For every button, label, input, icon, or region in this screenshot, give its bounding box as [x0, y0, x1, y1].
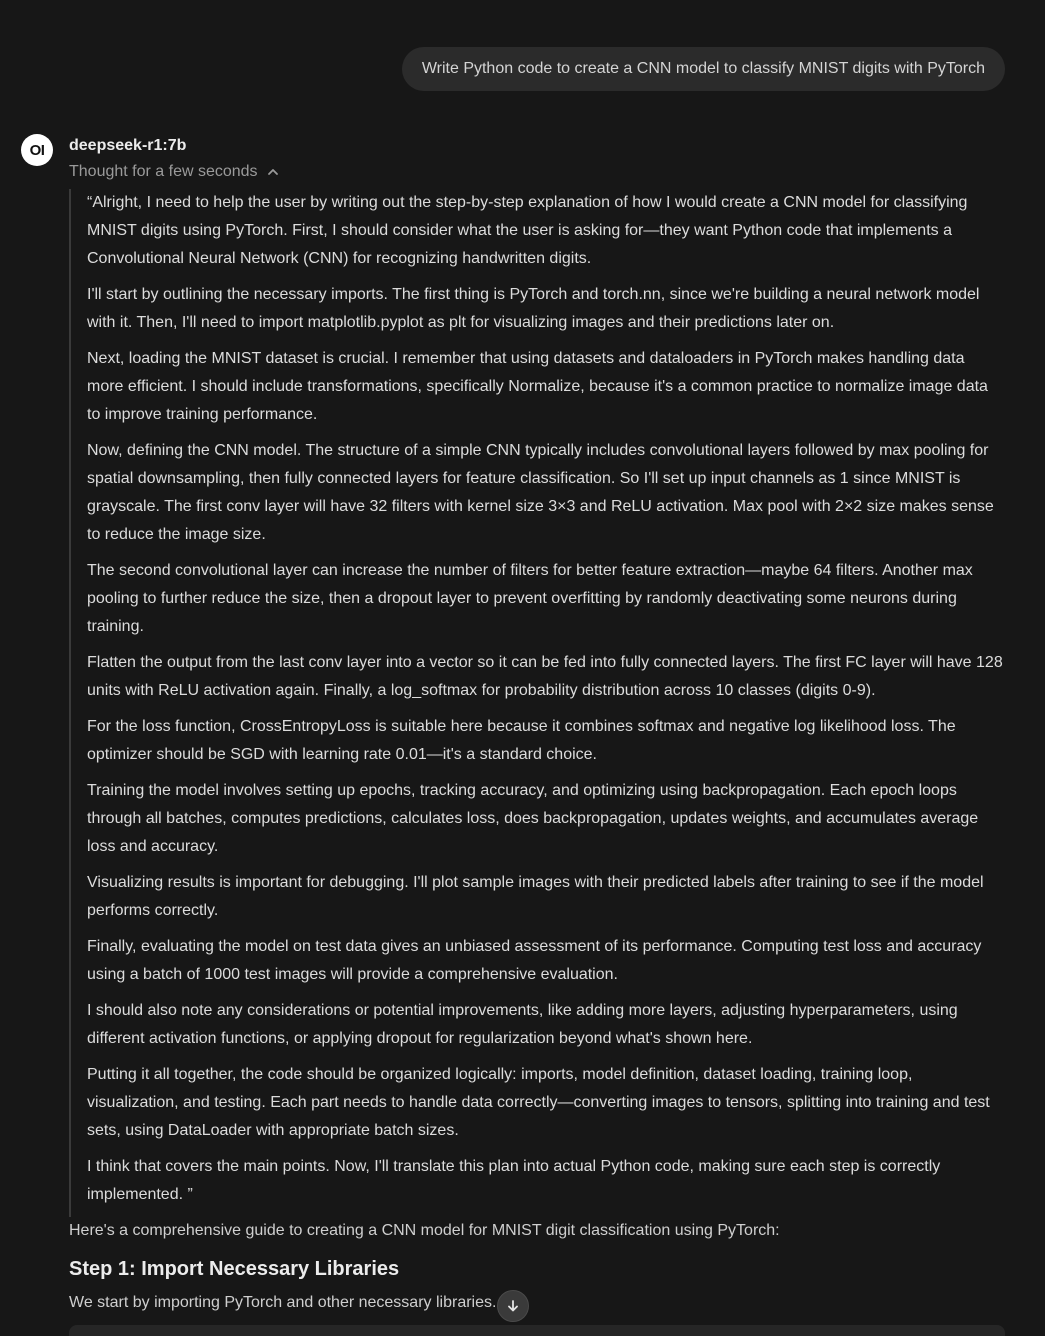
thought-paragraph: I should also note any considerations or potential improvements, like adding more layers, adjusting hyperparameters, using different activation functions, or applying dropout for regularization beyond what's shown here. — [87, 1002, 958, 1047]
thought-paragraph: Finally, evaluating the model on test data gives an unbiased assessment of its performance. Computing test loss and accuracy using a batch of 1000 test images will provide a comprehensive evaluation. — [87, 938, 982, 983]
answer-intro: Here's a comprehensive guide to creating a CNN model for MNIST digit classification using PyTorch: — [69, 1222, 780, 1239]
thought-paragraph: Now, defining the CNN model. The structure of a simple CNN typically includes convolutional layers followed by max pooling for spatial downsampling, then fully connected layers for feature classification. So I'll set up input channels as 1 since MNIST is grayscale. The first conv layer will have 32 filters with kernel size 3×3 and ReLU activation. Max pool with 2×2 size makes sense to reduce the image size. — [87, 442, 994, 543]
thought-label: Thought for a few seconds — [69, 163, 258, 180]
thought-paragraph: Flatten the output from the last conv layer into a vector so it can be fed into fully connected layers. The first FC layer will have 128 units with ReLU activation again. Finally, a log_softmax for probability distribution across 10 classes (digits 0-9). — [87, 654, 1003, 699]
arrow-down-icon — [505, 1298, 521, 1314]
thought-paragraph: “Alright, I need to help the user by writing out the step-by-step explanation of how I would create a CNN model for classifying MNIST digits using PyTorch. First, I should consider what the user is asking for—they want Python code that implements a Convolutional Neural Network (CNN) for recognizing handwritten digits. — [87, 194, 968, 267]
step-heading: Step 1: Import Necessary Libraries — [69, 1258, 400, 1280]
model-name: deepseek-r1:7b — [69, 137, 187, 154]
thought-paragraph: I'll start by outlining the necessary imports. The first thing is PyTorch and torch.nn, since we're building a neural network model with it. Then, I'll need to import matplotlib.pyplot as plt for visualizing images and their predictions later on. — [87, 286, 980, 331]
thought-toggle[interactable] — [69, 163, 280, 181]
thought-paragraph: Training the model involves setting up epochs, tracking accuracy, and optimizing using backpropagation. Each epoch loops through all batches, computes predictions, calculates loss, does backpropagation, updates weights, and accumulates average loss and accuracy. — [87, 782, 979, 855]
user-message-bubble: Write Python code to create a CNN model to classify MNIST digits with PyTorch — [402, 47, 1005, 91]
thought-content — [69, 189, 1005, 1217]
thought-paragraph: The second convolutional layer can increase the number of filters for better feature extraction—maybe 64 filters. Another max pooling to further reduce the size, then a dropout layer to prevent overfitting by randomly deactivating some neurons during training. — [87, 562, 973, 635]
thought-paragraph: Next, loading the MNIST dataset is crucial. I remember that using datasets and dataloaders in PyTorch makes handling data more efficient. I should include transformations, specifically Normalize, because it's a common practice to normalize image data to improve training performance. — [87, 350, 988, 423]
model-avatar: OI — [21, 134, 53, 166]
step-description: We start by importing PyTorch and other necessary libraries. — [69, 1294, 497, 1311]
thought-paragraph: For the loss function, CrossEntropyLoss is suitable here because it combines softmax and negative log likelihood loss. The optimizer should be SGD with learning rate 0.01—it's a standard choice. — [87, 718, 956, 763]
thought-paragraph: Putting it all together, the code should be organized logically: imports, model definition, dataset loading, training loop, visualization, and testing. Each part needs to handle data correctly—converting images to tensors, splitting into training and test sets, using DataLoader with appropriate batch sizes. — [87, 1066, 990, 1139]
thought-paragraph: I think that covers the main points. Now, I'll translate this plan into actual Python code, making sure each step is correctly implemented. ” — [87, 1158, 941, 1203]
thought-paragraph: Visualizing results is important for debugging. I'll plot sample images with their predicted labels after training to see if the model performs correctly. — [87, 874, 984, 919]
code-block — [69, 1325, 1005, 1336]
scroll-to-bottom-button[interactable] — [497, 1290, 529, 1322]
chevron-up-icon — [266, 165, 280, 179]
